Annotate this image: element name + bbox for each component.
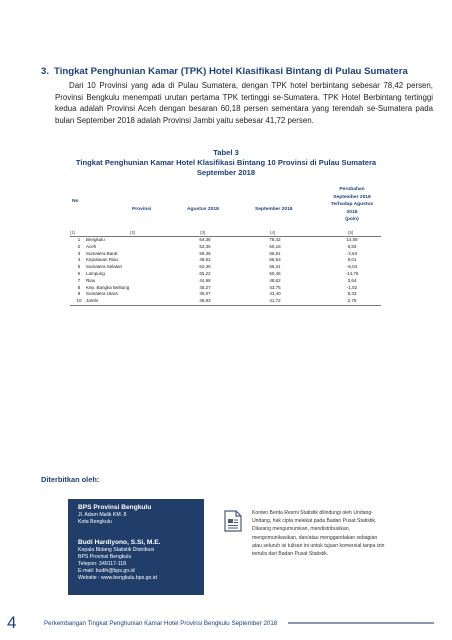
section-heading (41, 66, 431, 77)
row-province: Aceh (86, 243, 97, 249)
row-province: Kepulauan Riau (86, 257, 119, 263)
section-title: Tingkat Penghunian Kamar (TPK) Hotel Klasifikasi Bintang di Pulau Sumatera (54, 66, 408, 77)
table-row (70, 264, 381, 271)
row-august: 65,22 (199, 270, 211, 276)
header-august: Agustus 2018 (187, 207, 219, 212)
row-change: 3,64 (347, 277, 357, 283)
row-province: Kep. Bangka Belitung (86, 284, 130, 290)
row-august: 45,27 (199, 284, 211, 290)
table-row (70, 271, 381, 278)
contact-position: Kepala Bidang Statistik Distribusi (78, 547, 155, 553)
row-province: Sumatera Barat (86, 250, 118, 256)
row-no: 6 (77, 270, 81, 276)
row-no: 7 (77, 277, 81, 283)
row-august: 44,98 (199, 277, 211, 283)
index-1: (1) (70, 230, 76, 235)
table-row (70, 244, 381, 251)
publisher-address-2: Kota Bengkulu (78, 519, 112, 525)
contact-phone: Telepon: 349117-118 (78, 561, 126, 567)
row-august: 53,35 (199, 243, 211, 249)
header-province: Provinsi (132, 207, 152, 212)
row-province: Sumatera Selatan (86, 264, 123, 270)
contact-website[interactable]: Website : www.bengkulu.bps.go.id (78, 575, 157, 581)
row-september: 60,18 (269, 243, 281, 249)
row-no: 10 (76, 298, 82, 304)
footer-divider (288, 622, 434, 624)
row-september: 56,63 (269, 257, 281, 263)
header-september: September 2018 (255, 207, 293, 212)
row-province: Lampung (86, 270, 105, 276)
header-no: No (72, 199, 79, 204)
body-paragraph: Dari 10 Provinsi yang ada di Pulau Sumatera, dengan TPK hotel berbintang sebesar 78,42 persen, Provinsi Bengkulu menempati urutan pertama TPK tertinggi se-Sumatera. TPK Hotel Berbintang tertinggi kedua adalah Provinsi Aceh dengan besaran 60,18 persen sementara yang terendah se-Sumatera pada bulan September 2018 adalah Provinsi Jambi yaitu sebesar 41,72 persen. (55, 81, 433, 125)
row-august: 35,07 (199, 291, 211, 297)
footer-title: Perkembangan Tingkat Penghunian Kamar Hotel Provinsi Bengkulu September 2018 (44, 620, 278, 627)
row-province: Riau (86, 277, 96, 283)
row-no: 9 (77, 291, 81, 297)
publisher-address-1: Jl. Adam Malik KM. 8 (78, 512, 127, 518)
document-icon (224, 510, 242, 532)
contact-email[interactable]: E-mail: budih@bps.go.id (78, 568, 135, 574)
row-change: -14,76 (345, 270, 359, 276)
row-change: 6,83 (347, 243, 357, 249)
row-august: 62,35 (199, 264, 211, 270)
contact-person: Budi Hardiyono, S.Si, M.E. (78, 539, 161, 546)
index-5: (5) (348, 230, 354, 235)
table-row (70, 257, 381, 264)
row-september: 56,31 (269, 264, 281, 270)
row-august: 48,62 (199, 257, 211, 263)
index-2: (2) (130, 230, 136, 235)
row-no: 4 (77, 257, 81, 263)
table-period: September 2018 (196, 168, 256, 177)
table-column-index (70, 230, 381, 237)
row-no: 3 (77, 250, 81, 256)
index-3: (3) (200, 230, 206, 235)
row-change: -6,04 (346, 264, 358, 270)
row-change: -2,64 (346, 250, 358, 256)
row-september: 43,75 (269, 284, 281, 290)
copyright-notice: Konten Berita Resmi Statistik dilindungi oleh Undang-Undang, hak cipta melekat pada Badan Pusat Statistik. Dilarang mengumumkan, mendistribusikan, mengomunikasikan, dan/atau menggandakan sebagian atau seluruh isi tulisan ini untuk tujuan komersial tanpa izin tertulis dari Badan Pusat Statistik. (252, 510, 385, 558)
table-row (70, 298, 381, 305)
table-label: Tabel 3 (213, 148, 239, 157)
index-4: (4) (270, 230, 276, 235)
publisher-box (68, 499, 204, 595)
row-province: Sumatera Utara (86, 291, 118, 297)
row-no: 8 (77, 284, 81, 290)
row-change: 14,06 (346, 237, 358, 242)
row-september: 78,42 (269, 237, 281, 242)
table-title: Tingkat Penghunian Kamar Hotel Klasifikasi Bintang 10 Provinsi di Pulau Sumatera (75, 158, 377, 167)
table-caption (30, 148, 422, 178)
row-change: 2,79 (347, 298, 357, 304)
row-province: Jambi (86, 298, 99, 304)
row-august: 59,45 (199, 250, 211, 256)
row-no: 5 (77, 264, 81, 270)
row-september: 41,72 (269, 298, 281, 304)
published-by-label: Diterbitkan oleh: (41, 475, 100, 484)
table-row (70, 285, 381, 292)
table-row (70, 278, 381, 285)
table-header (70, 182, 381, 230)
row-september: 48,62 (269, 277, 281, 283)
row-change: 8,01 (347, 257, 357, 263)
table-row (70, 237, 381, 244)
contact-office: BPS Provinsi Bengkulu (78, 554, 132, 560)
row-august: 38,93 (199, 298, 211, 304)
row-no: 1 (77, 237, 81, 242)
header-change: Perubahan September 2018 Terhadap Agustus 2018 (poin) (330, 187, 374, 223)
row-august: 64,36 (199, 237, 211, 242)
table-row (70, 251, 381, 258)
table-row (70, 291, 381, 298)
table-body (70, 237, 381, 306)
row-no: 2 (77, 243, 81, 249)
section-number: 3. (41, 66, 50, 77)
row-change: 8,33 (347, 291, 357, 297)
row-province: Bengkulu (86, 237, 105, 242)
page-number: 4 (7, 613, 17, 632)
row-change: -1,52 (346, 284, 358, 290)
row-september: 50,46 (269, 270, 281, 276)
row-september: 56,81 (269, 250, 281, 256)
tpk-table (70, 182, 381, 306)
publisher-org: BPS Provinsi Bengkulu (78, 504, 152, 511)
row-september: 43,40 (269, 291, 281, 297)
